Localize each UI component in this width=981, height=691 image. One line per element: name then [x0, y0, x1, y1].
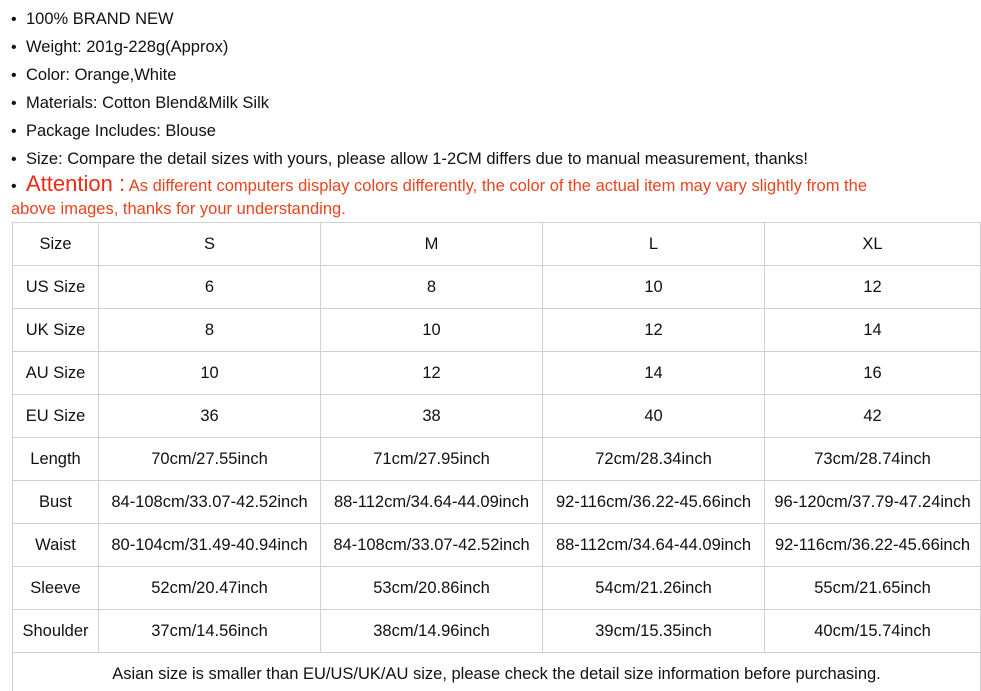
bullet-dot: •: [11, 67, 17, 84]
size-value-cell: 54cm/21.26inch: [543, 567, 765, 610]
size-value-cell: 38cm/14.96inch: [321, 610, 543, 653]
size-value-cell: 14: [543, 352, 765, 395]
bullet-text: Weight: 201g-228g(Approx): [26, 38, 229, 56]
bullet-text: Package Includes: Blouse: [26, 122, 216, 140]
table-row: [13, 524, 981, 567]
bullet-text: Size: Compare the detail sizes with yours, please allow 1-2CM differs due to manual measurement, thanks!: [26, 150, 808, 168]
size-value-cell: 36: [99, 395, 321, 438]
bullet-color: [11, 61, 977, 89]
bullet-size: [11, 145, 977, 173]
size-value-cell: 70cm/27.55inch: [99, 438, 321, 481]
size-value-cell: XL: [765, 223, 981, 266]
size-value-cell: 38: [321, 395, 543, 438]
size-value-cell: 80-104cm/31.49-40.94inch: [99, 524, 321, 567]
table-footer-row: [13, 653, 981, 691]
size-value-cell: M: [321, 223, 543, 266]
bullet-dot: •: [11, 11, 17, 28]
row-label-cell: Bust: [13, 481, 99, 524]
row-label-cell: US Size: [13, 266, 99, 309]
table-row: [13, 395, 981, 438]
attention-note: [11, 173, 977, 220]
size-value-cell: 12: [543, 309, 765, 352]
size-value-cell: 72cm/28.34inch: [543, 438, 765, 481]
size-value-cell: 10: [99, 352, 321, 395]
row-label-cell: Waist: [13, 524, 99, 567]
size-value-cell: 92-116cm/36.22-45.66inch: [543, 481, 765, 524]
size-value-cell: 6: [99, 266, 321, 309]
table-row: [13, 481, 981, 524]
row-label-cell: Length: [13, 438, 99, 481]
bullet-dot: •: [11, 95, 17, 112]
size-value-cell: 10: [543, 266, 765, 309]
bullet-text: 100% BRAND NEW: [26, 10, 174, 28]
row-label-cell: Size: [13, 223, 99, 266]
attention-label: Attention :: [26, 171, 126, 196]
size-value-cell: 42: [765, 395, 981, 438]
size-value-cell: 53cm/20.86inch: [321, 567, 543, 610]
bullet-weight: [11, 33, 977, 61]
product-description: [11, 5, 977, 220]
size-value-cell: 88-112cm/34.64-44.09inch: [543, 524, 765, 567]
size-value-cell: 40cm/15.74inch: [765, 610, 981, 653]
bullet-materials: [11, 89, 977, 117]
table-row: [13, 567, 981, 610]
size-value-cell: 73cm/28.74inch: [765, 438, 981, 481]
row-label-cell: Sleeve: [13, 567, 99, 610]
table-row: [13, 309, 981, 352]
size-value-cell: 92-116cm/36.22-45.66inch: [765, 524, 981, 567]
row-label-cell: Shoulder: [13, 610, 99, 653]
size-value-cell: 12: [765, 266, 981, 309]
size-value-cell: S: [99, 223, 321, 266]
attention-text-line2: above images, thanks for your understanding.: [11, 200, 346, 218]
table-row: [13, 266, 981, 309]
size-value-cell: 96-120cm/37.79-47.24inch: [765, 481, 981, 524]
attention-text-line1: As different computers display colors differently, the color of the actual item may vary slightly from the: [125, 177, 867, 195]
size-value-cell: 40: [543, 395, 765, 438]
size-value-cell: 71cm/27.95inch: [321, 438, 543, 481]
row-label-cell: UK Size: [13, 309, 99, 352]
table-row: [13, 352, 981, 395]
size-value-cell: 55cm/21.65inch: [765, 567, 981, 610]
size-value-cell: 37cm/14.56inch: [99, 610, 321, 653]
bullet-package: [11, 117, 977, 145]
size-value-cell: 8: [99, 309, 321, 352]
size-value-cell: 16: [765, 352, 981, 395]
bullet-dot: •: [11, 178, 17, 195]
bullet-dot: •: [11, 123, 17, 140]
table-row: [13, 438, 981, 481]
size-value-cell: 8: [321, 266, 543, 309]
bullet-text: Materials: Cotton Blend&Milk Silk: [26, 94, 270, 112]
size-value-cell: 10: [321, 309, 543, 352]
size-value-cell: 39cm/15.35inch: [543, 610, 765, 653]
bullet-brand-new: [11, 5, 977, 33]
row-label-cell: EU Size: [13, 395, 99, 438]
size-value-cell: 12: [321, 352, 543, 395]
row-label-cell: AU Size: [13, 352, 99, 395]
bullet-text: Color: Orange,White: [26, 66, 177, 84]
asian-size-note: Asian size is smaller than EU/US/UK/AU size, please check the detail size information before purchasing.: [13, 653, 981, 691]
size-value-cell: 14: [765, 309, 981, 352]
table-row: [13, 610, 981, 653]
bullet-dot: •: [11, 151, 17, 168]
size-value-cell: 88-112cm/34.64-44.09inch: [321, 481, 543, 524]
size-value-cell: 84-108cm/33.07-42.52inch: [99, 481, 321, 524]
table-header-row: [13, 223, 981, 266]
size-value-cell: 52cm/20.47inch: [99, 567, 321, 610]
size-value-cell: L: [543, 223, 765, 266]
size-value-cell: 84-108cm/33.07-42.52inch: [321, 524, 543, 567]
bullet-dot: •: [11, 39, 17, 56]
size-chart-table: [12, 222, 981, 691]
